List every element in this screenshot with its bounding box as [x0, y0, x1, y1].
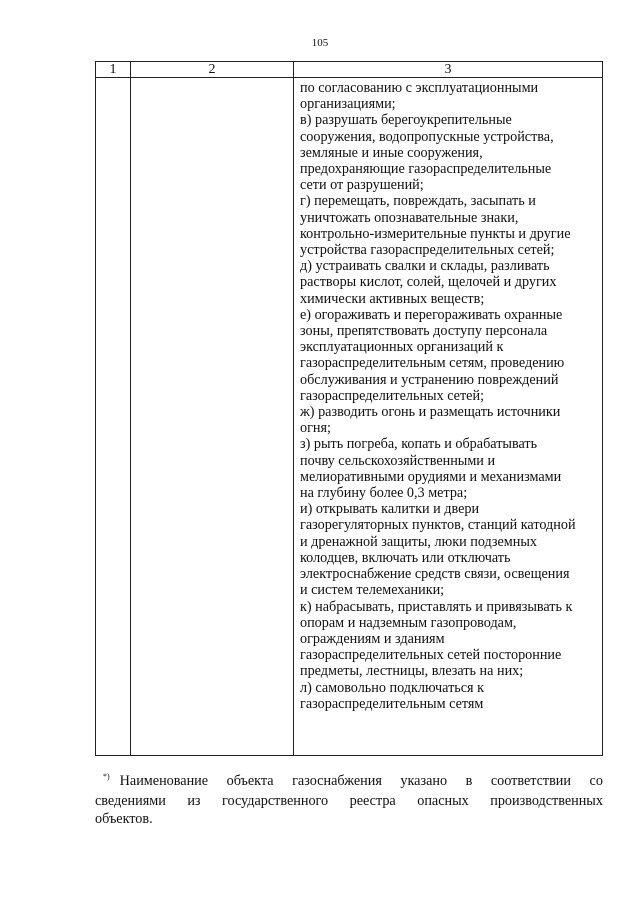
column3-line: г) перемещать, повреждать, засыпать и — [300, 193, 536, 210]
column3-line: газорегуляторных пунктов, станций катодной — [300, 517, 576, 534]
column3-line: уничтожать опознавательные знаки, — [300, 209, 519, 226]
column3-line: е) огораживать и перегораживать охранные — [300, 306, 563, 323]
footnote-word: из — [187, 793, 201, 809]
column3-line: почву сельскохозяйственными и — [300, 452, 496, 469]
header-cell-3: 3 — [294, 62, 603, 78]
table-row — [96, 78, 603, 756]
footnote-word: реестра — [349, 793, 396, 809]
footnote-line-2 — [95, 792, 603, 810]
column3-line: на глубину более 0,3 метра; — [300, 485, 468, 502]
column3-line: обслуживания и устранению повреждений — [300, 371, 559, 388]
table-cell-col1 — [96, 78, 131, 756]
column3-line: д) устраивать свалки и склады, разливать — [300, 258, 550, 275]
column3-line: мелиоративными орудиями и механизмами — [300, 468, 562, 485]
column3-line: устройства газораспределительных сетей; — [300, 242, 555, 259]
footnote-line-3: объектов. — [95, 811, 153, 827]
document-table — [95, 61, 603, 756]
column3-line: газораспределительным сетям, проведению — [300, 355, 565, 372]
footnote-word: государственного — [222, 793, 329, 809]
column3-line: газораспределительным сетям — [300, 695, 484, 712]
column3-line: колодцев, включать или отключать — [300, 549, 511, 566]
column3-line: газораспределительных сетей посторонние — [300, 647, 562, 664]
column3-line: электроснабжение средств связи, освещения — [300, 566, 570, 583]
footnote-word: опасных — [417, 793, 469, 809]
column3-line: эксплуатационных организаций к — [300, 339, 504, 356]
column3-line: л) самовольно подключаться к — [300, 679, 485, 696]
column3-line: газораспределительных сетей; — [300, 387, 485, 404]
footnote-word: в — [465, 773, 473, 789]
column3-line: предметы, лестницы, влезать на них; — [300, 663, 524, 680]
header-cell-1: 1 — [96, 62, 131, 78]
column3-line: и дренажной защиты, люки подземных — [300, 533, 537, 550]
header-cell-2: 2 — [131, 62, 294, 78]
column3-line: химически активных веществ; — [300, 290, 485, 307]
footnote-word: газоснабжения — [292, 773, 382, 789]
table-cell-col3 — [294, 78, 603, 756]
footnote-word: указано — [400, 773, 448, 789]
column3-line: зоны, препятствовать доступу персонала — [300, 323, 548, 340]
footnote-line-1 — [95, 772, 603, 792]
column3-line: сооружения, водопропускные устройства, — [300, 128, 554, 145]
column3-line: и) открывать калитки и двери — [300, 501, 480, 518]
column3-line: в) разрушать берегоукрепительные — [300, 112, 512, 129]
footnote-marker: *) — [103, 772, 110, 781]
column3-line: сети от разрушений; — [300, 177, 424, 194]
column3-line: огня; — [300, 420, 331, 437]
column3-line: контрольно-измерительные пункты и другие — [300, 225, 571, 242]
footnote-word: объекта — [226, 773, 274, 789]
table-cell-col2 — [131, 78, 294, 756]
footnote-word: Наименование — [119, 773, 209, 789]
column3-text — [294, 78, 602, 712]
column3-line: и систем телемеханики; — [300, 582, 445, 599]
footnote-word: соответствии — [490, 773, 571, 789]
column3-line: организациями; — [300, 96, 396, 113]
column3-line: по согласованию с эксплуатационными — [300, 80, 539, 96]
column3-line: ж) разводить огонь и размещать источники — [300, 404, 561, 421]
column3-line: земляные и иные сооружения, — [300, 144, 483, 161]
table-header-row — [96, 62, 603, 78]
footnote-word: производственных — [490, 793, 603, 809]
footnote-word: сведениями — [95, 793, 166, 809]
page-number: 105 — [311, 37, 329, 49]
column3-line: к) набрасывать, приставлять и привязывать к — [300, 598, 573, 615]
column3-line: опорам и надземным газопроводам, — [300, 614, 517, 631]
column3-line: з) рыть погреба, копать и обрабатывать — [300, 436, 538, 453]
footnote — [95, 772, 603, 828]
column3-line: растворы кислот, солей, щелочей и других — [300, 274, 557, 291]
column3-line: предохраняющие газораспределительные — [300, 161, 552, 178]
column3-line: ограждениям и зданиям — [300, 630, 445, 647]
footnote-word: со — [589, 773, 603, 789]
